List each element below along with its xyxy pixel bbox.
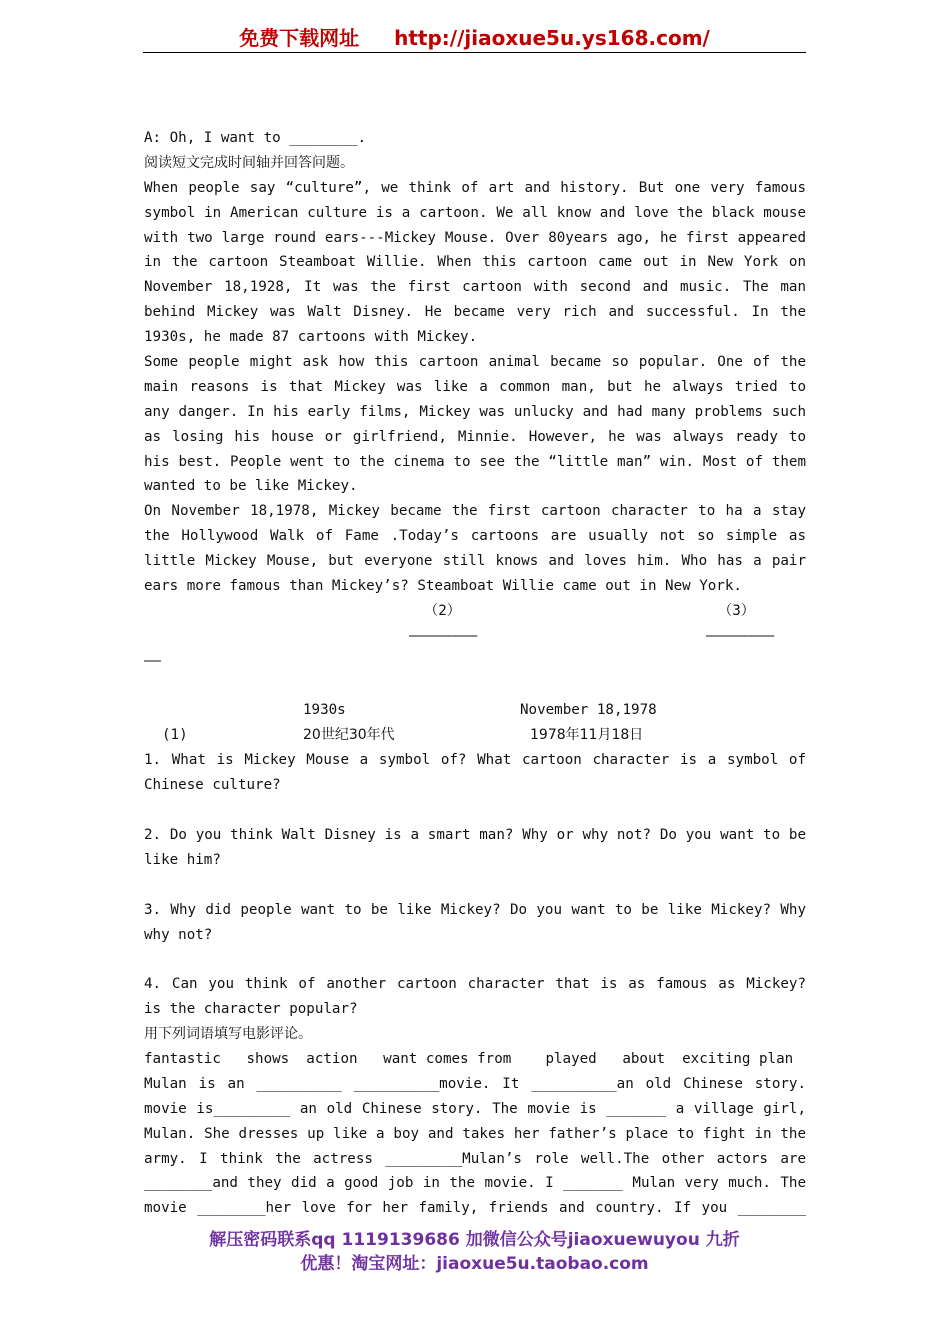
passage-line: the Hollywood Walk of Fame .Today’s cartoons are usually not so simple as — [144, 528, 806, 545]
question-1: 1. What is Mickey Mouse a symbol of? What cartoon character is a symbol of — [144, 752, 806, 769]
passage-line: with two large round ears---Mickey Mouse. Over 80years ago, he first appeared — [144, 229, 806, 246]
page-header — [143, 22, 806, 53]
header-url-link[interactable]: http://jiaoxue5u.ys168.com/ — [394, 26, 710, 50]
timeline-date-2: November 18,1978 — [520, 702, 657, 719]
passage-line: in the cartoon Steamboat Willie. When this cartoon came out in New York on — [144, 254, 806, 271]
passage-line: Some people might ask how this cartoon animal became so popular. One of the — [144, 354, 806, 371]
passage-line: his best. People went to the cinema to see the “little man” win. Most of them — [144, 453, 806, 470]
timeline-blank-3: （3） — [718, 602, 755, 619]
timeline-rule-3: ———————— — [706, 627, 775, 644]
reading-instruction: 阅读短文完成时间轴并回答问题。 — [144, 154, 354, 171]
timeline-item-1: (1) — [162, 727, 188, 744]
passage-line: November 18,1928, It was the first cartoon with second and music. The man — [144, 279, 806, 296]
review-line: movie ________her love for her family, friends and country. If you ________ — [144, 1200, 806, 1217]
question-4: 4. Can you think of another cartoon character that is as famous as Mickey? — [144, 976, 806, 993]
review-line: Mulan is an __________ __________movie. It __________an old Chinese story. — [144, 1075, 806, 1092]
passage-line: main reasons is that Mickey was like a common man, but he always tried to — [144, 378, 806, 395]
question-4-cont: is the character popular? — [144, 1001, 358, 1018]
review-line: ________and they did a good job in the movie. I _______ Mulan very much. The — [144, 1175, 806, 1192]
passage-line: any danger. In his early films, Mickey was unlucky and had many problems such — [144, 403, 806, 420]
page-footer — [143, 1228, 806, 1276]
timeline-date-2-cn: 1978年11月18日 — [530, 727, 644, 744]
question-2: 2. Do you think Walt Disney is a smart man? Why or why not? Do you want to be — [144, 826, 806, 843]
document-body — [144, 126, 806, 1221]
header-label: 免费下载网址 — [239, 26, 360, 50]
passage-line: When people say “culture”, we think of art and history. But one very famous — [144, 179, 806, 196]
review-instruction: 用下列词语填写电影评论。 — [144, 1026, 312, 1043]
question-2-cont: like him? — [144, 851, 221, 868]
timeline-blank-2: （2） — [424, 602, 461, 619]
review-line: army. I think the actress _________Mulan’s role well.The other actors are — [144, 1150, 806, 1167]
dialogue-line: A: Oh, I want to ________. — [144, 130, 367, 146]
question-1-cont: Chinese culture? — [144, 777, 281, 794]
passage-line: behind Mickey was Walt Disney. He became very rich and successful. In the — [144, 304, 806, 321]
timeline-date-1: 1930s — [303, 702, 346, 719]
timeline-rule-2: ———————— — [409, 627, 478, 644]
question-3: 3. Why did people want to be like Mickey? Do you want to be like Mickey? Why — [144, 901, 806, 918]
passage-line: as losing his house or girlfriend, Minnie. However, he was always ready to — [144, 428, 806, 445]
review-line: Mulan. She dresses up like a boy and takes her father’s place to fight in the — [144, 1125, 806, 1142]
passage-line: On November 18,1978, Mickey became the first cartoon character to ha a stay — [144, 503, 806, 520]
timeline — [144, 599, 806, 748]
timeline-rule-wrap: —— — [144, 652, 162, 669]
passage-line: ears more famous than Mickey’s? Steamboat Willie came out in New York. — [144, 578, 742, 595]
review-line: movie is_________ an old Chinese story. The movie is _______ a village girl, — [144, 1100, 806, 1117]
timeline-date-1-cn: 20世纪30年代 — [303, 727, 395, 744]
passage-line: little Mickey Mouse, but everyone still knows and loves him. Who has a pair — [144, 553, 806, 570]
footer-line-2: 优惠！淘宝网址：jiaoxue5u.taobao.com — [300, 1254, 649, 1274]
passage-line: 1930s, he made 87 cartoons with Mickey. — [144, 329, 478, 346]
passage-line: wanted to be like Mickey. — [144, 478, 358, 495]
footer-line-1: 解压密码联系qq 1119139686 加微信公众号jiaoxuewuyou 九折 — [209, 1230, 740, 1250]
question-3-cont: why not? — [144, 926, 213, 943]
word-bank: fantastic shows action want comes from played about exciting plan — [144, 1050, 794, 1067]
passage-line: symbol in American culture is a cartoon. We all know and love the black mouse — [144, 204, 806, 221]
